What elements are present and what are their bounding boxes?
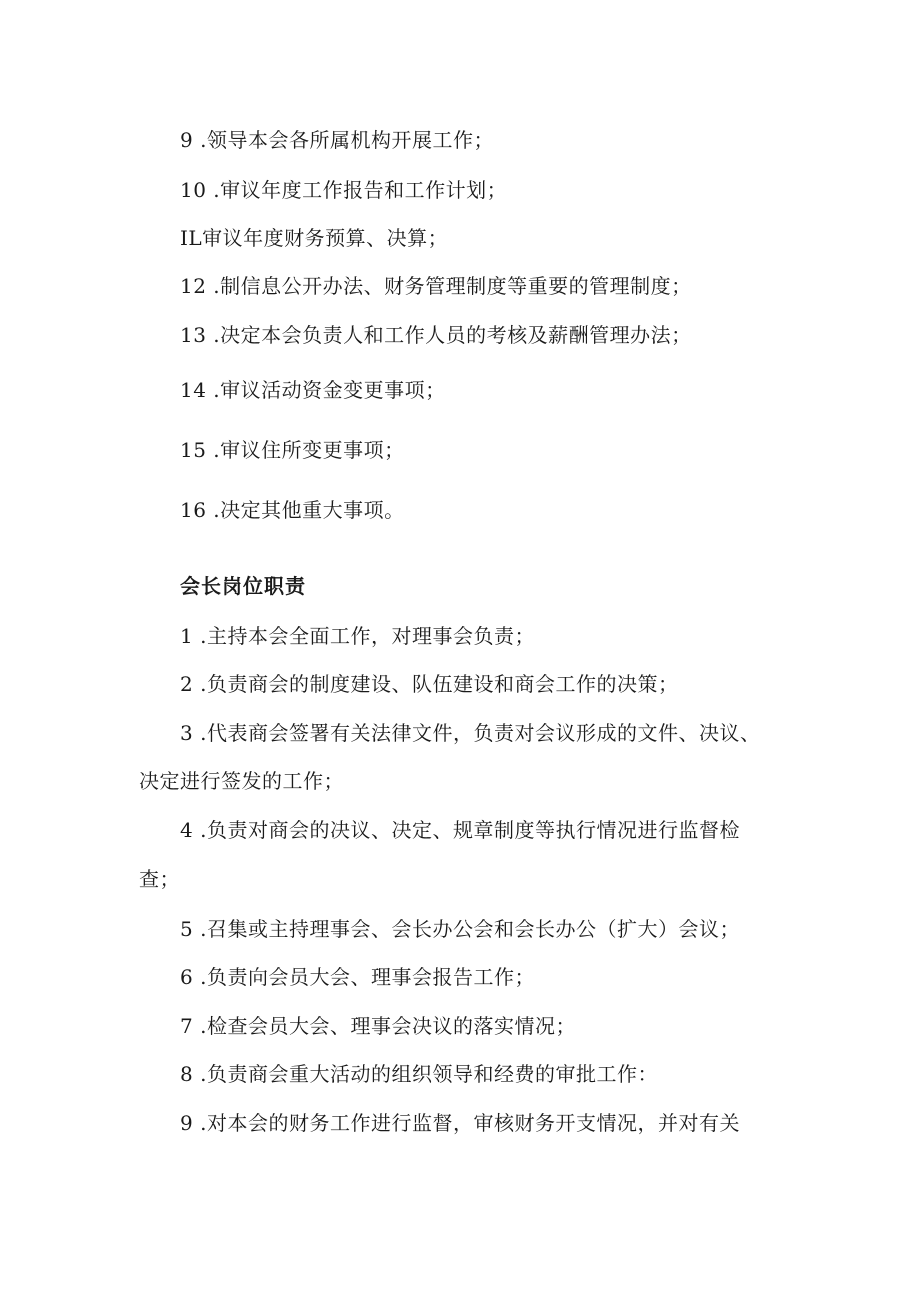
list-item-continuation: 查； <box>139 867 180 891</box>
list-item: 16 .决定其他重大事项。 <box>180 498 405 522</box>
list-item: 7 .检查会员大会、理事会决议的落实情况； <box>180 1014 576 1038</box>
list-item: 5 .召集或主持理事会、会长办公会和会长办公（扩大）会议； <box>180 917 740 941</box>
list-item: IL审议年度财务预算、决算； <box>180 226 449 250</box>
list-item: 15 .审议住所变更事项； <box>180 438 405 462</box>
section-heading: 会长岗位职责 <box>180 574 306 598</box>
list-item: 4 .负责对商会的决议、决定、规章制度等执行情况进行监督检 <box>180 818 740 842</box>
list-item: 13 .决定本会负责人和工作人员的考核及薪酬管理办法； <box>180 323 692 347</box>
list-item: 9 .对本会的财务工作进行监督，审核财务开支情况，并对有关 <box>180 1111 740 1135</box>
list-item: 14 .审议活动资金变更事项； <box>180 378 446 402</box>
list-item-continuation: 决定进行签发的工作； <box>139 769 344 793</box>
list-item: 9 .领导本会各所属机构开展工作； <box>180 128 494 152</box>
list-item: 6 .负责向会员大会、理事会报告工作； <box>180 965 535 989</box>
list-item: 12 .制信息公开办法、财务管理制度等重要的管理制度； <box>180 274 692 298</box>
list-item: 3 .代表商会签署有关法律文件，负责对会议形成的文件、决议、 <box>180 721 761 745</box>
list-item: 8 .负责商会重大活动的组织领导和经费的审批工作： <box>180 1062 658 1086</box>
list-item: 1 .主持本会全面工作，对理事会负责； <box>180 624 535 648</box>
list-item: 10 .审议年度工作报告和工作计划； <box>180 178 508 202</box>
list-item: 2 .负责商会的制度建设、队伍建设和商会工作的决策； <box>180 672 679 696</box>
